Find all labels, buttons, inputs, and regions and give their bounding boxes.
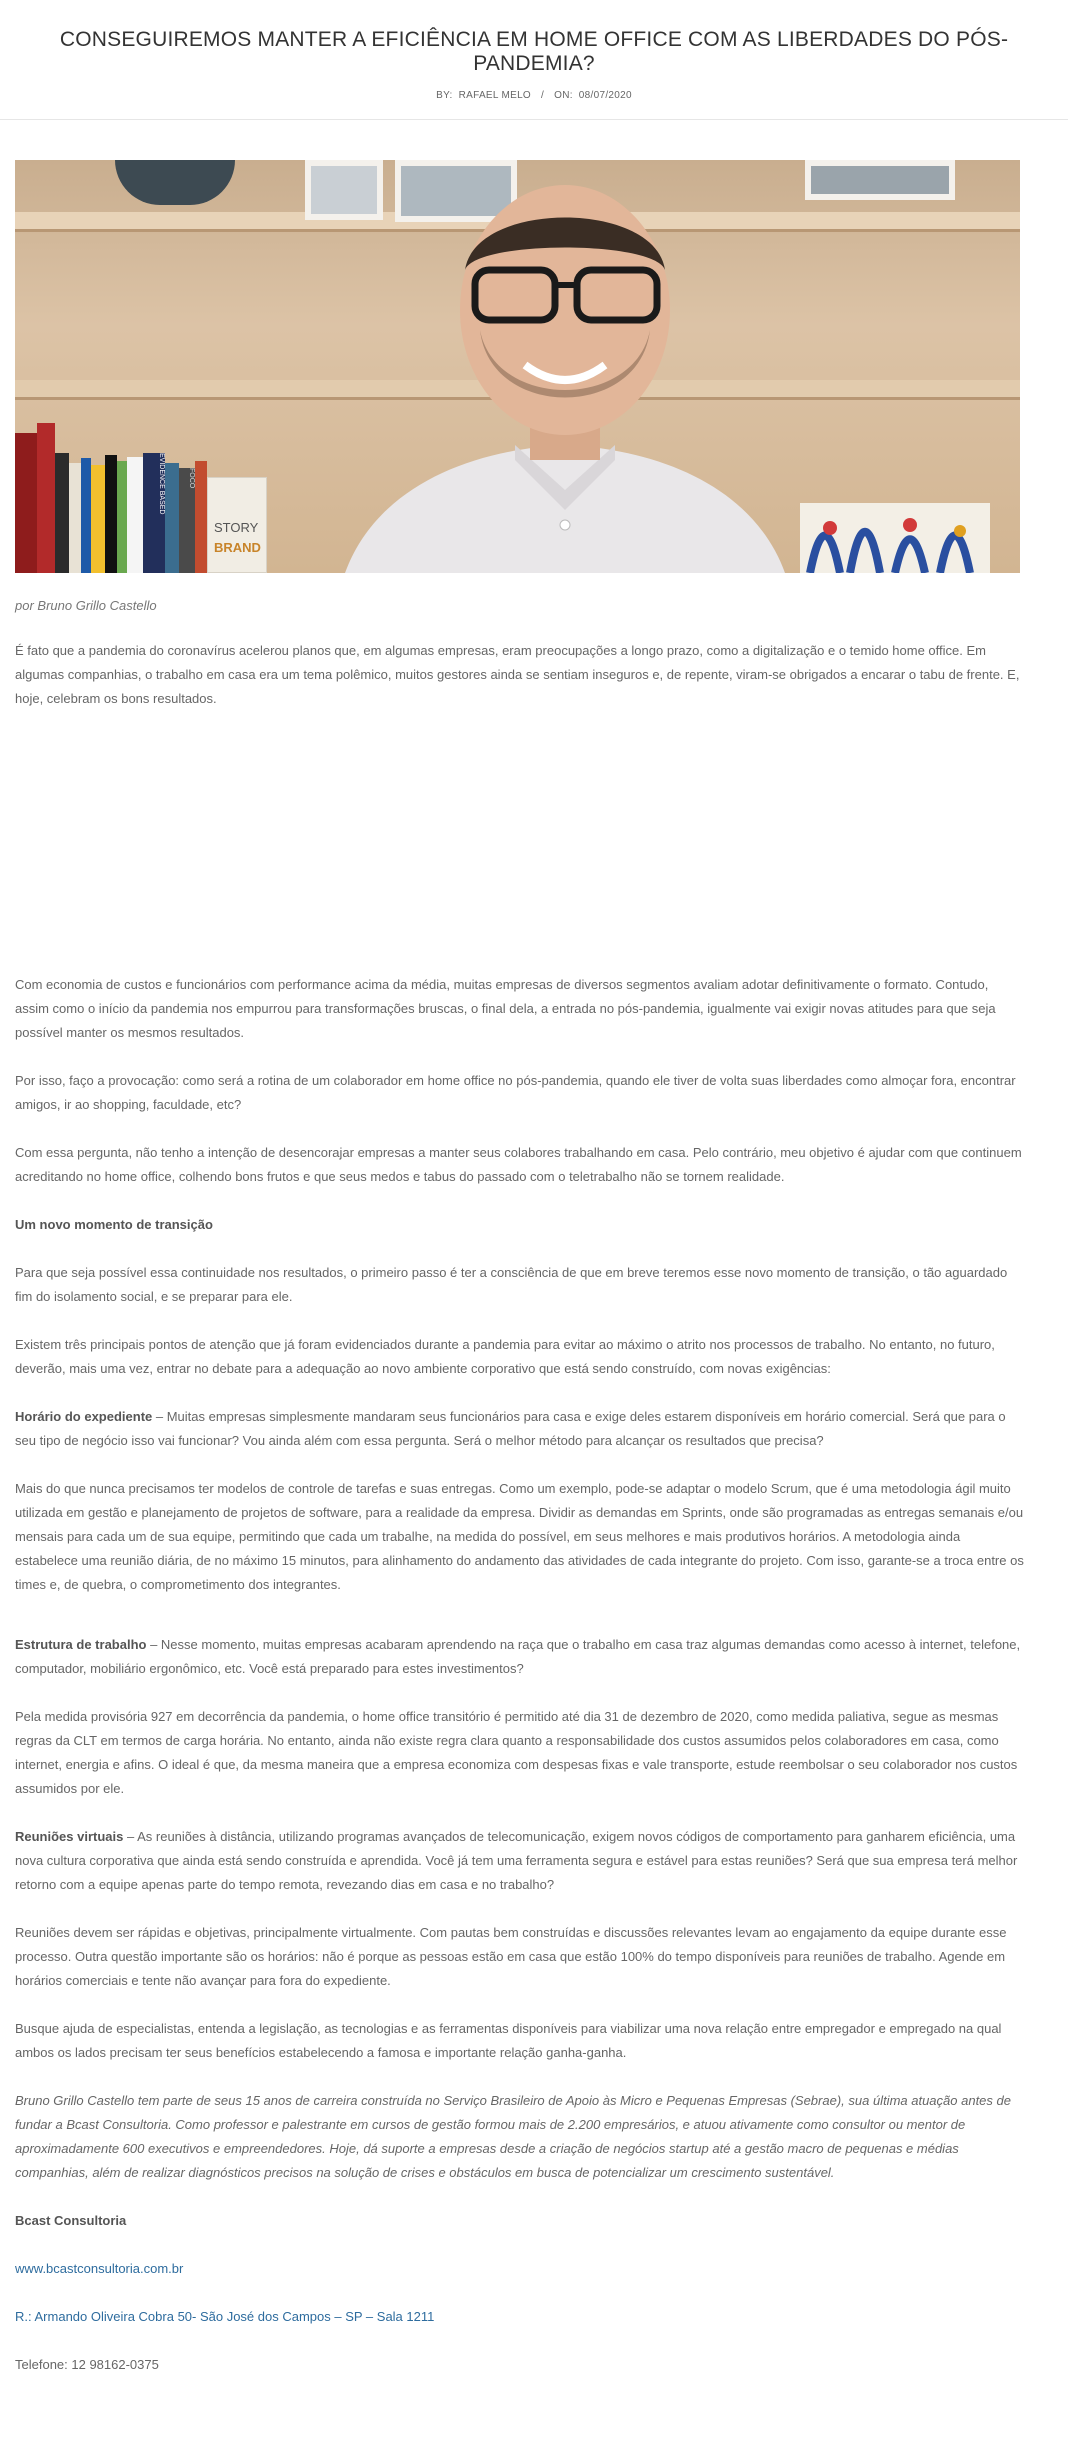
book	[37, 423, 55, 573]
hero-image	[15, 160, 1020, 573]
paragraph	[15, 1633, 1025, 1681]
book	[91, 465, 105, 573]
paragraph	[15, 1405, 1025, 1453]
book	[69, 463, 81, 573]
paragraph-text: – Muitas empresas simplesmente mandaram seus funcionários para casa e exige deles estarem disponíveis em horário comercial. Será que para o seu tipo de negócio isso vai funcionar? Vou ainda além com essa pergunta. Será o melhor método para alcançar os resultados que precisa?	[15, 1409, 1006, 1448]
book	[81, 458, 91, 573]
article-meta	[0, 90, 1068, 101]
publish-date: 08/07/2020	[578, 90, 632, 101]
author-link[interactable]: RAFAEL MELO	[458, 90, 532, 101]
paragraph: Reuniões devem ser rápidas e objetivas, principalmente virtualmente. Com pautas bem construídas e discussões relevantes levam ao engajamento da equipe durante esse processo. Outra questão importante são os horários: não é porque as pessoas estão em casa que estão 100% do tempo disponíveis para reuniões de trabalho. Agende em horários comerciais e tente não avançar para fora do expediente.	[15, 1925, 1007, 1988]
book	[55, 453, 69, 573]
decor-pattern	[800, 503, 990, 573]
book-cover-text: BRAND	[214, 540, 261, 555]
book	[127, 457, 143, 573]
paragraph: Pela medida provisória 927 em decorrência da pandemia, o home office transitório é permitido até dia 31 de dezembro de 2020, como medida paliativa, segue as mesmas regras da CLT em termos de carga horária. No entanto, ainda não existe regra clara quanto a responsabilidade dos custos assumidos pelos colaboradores em casa, como internet, energia e afins. O ideal é que, da mesma maneira que a empresa economiza com despesas fixas e vale transporte, estude reembolsar o seu colaborador nos custos assumidos por ele.	[15, 1709, 1018, 1796]
book-foco: FOCO	[179, 468, 195, 573]
article-header	[0, 0, 1068, 120]
portrait-photo	[315, 160, 815, 573]
phone-number: Telefone: 12 98162-0375	[15, 2357, 159, 2372]
paragraph: Para que seja possível essa continuidade nos resultados, o primeiro passo é ter a consciência de que em breve teremos esse novo momento de transição, o tão aguardado fim do isolamento social, e se preparar para ele.	[15, 1265, 1008, 1304]
paragraph-lead: Reuniões virtuais	[15, 1829, 124, 1844]
paragraph-lead: Horário do expediente	[15, 1409, 153, 1424]
book	[195, 461, 207, 573]
paragraph	[15, 1825, 1025, 1897]
decor-artwork	[800, 503, 990, 573]
book	[165, 463, 179, 573]
book-evidence-based: EVIDENCE BASED	[143, 453, 165, 573]
company-name: Bcast Consultoria	[15, 2213, 127, 2228]
paragraph-lead: Estrutura de trabalho	[15, 1637, 147, 1652]
paragraph: Busque ajuda de especialistas, entenda a legislação, as tecnologias e as ferramentas disponíveis para viabilizar uma nova relação entre empregador e empregado na qual ambos os lados precisam ter seus benefícios estabelecendo a famosa e importante relação ganha-ganha.	[15, 2021, 1002, 2060]
paragraph-text: – As reuniões à distância, utilizando programas avançados de telecomunicação, exigem novos códigos de comportamento para ganharem eficiência, uma nova cultura corporativa que ainda está sendo construída e aprendida. Você já tem uma ferramenta segura e estável para estas reuniões? Será que sua empresa terá melhor retorno com a equipe apenas parte do tempo remota, revezando dias em casa e no trabalho?	[15, 1829, 1018, 1892]
ad-space	[15, 711, 1053, 949]
photo-frame	[805, 160, 955, 200]
article-content	[0, 120, 1068, 2377]
on-label: ON:	[554, 90, 573, 101]
paragraph: Com essa pergunta, não tenho a intenção de desencorajar empresas a manter seus colabores trabalhando em casa. Pelo contrário, meu objetivo é ajudar com que continuem acreditando no home office, colhendo bons frutos e que seus medos e tabus do passado com o teletrabalho não se tornem realidade.	[15, 1145, 1022, 1184]
section-heading: Um novo momento de transição	[15, 1217, 213, 1232]
paragraph: É fato que a pandemia do coronavírus acelerou planos que, em algumas empresas, eram preocupações a longo prazo, como a digitalização e o temido home office. Em algumas companhias, o trabalho em casa era um tema polêmico, muitos gestores ainda se sentiam inseguros e, de repente, viram-se obrigados a encarar o tabu de frente. E, hoje, celebram os bons resultados.	[15, 643, 1020, 706]
by-label: BY:	[436, 90, 453, 101]
paragraph: Com economia de custos e funcionários com performance acima da média, muitas empresas de diversos segmentos avaliam adotar definitivamente o formato. Contudo, assim como o início da pandemia nos empurrou para transformações bruscas, o final dela, a entrada no pós-pandemia, igualmente vai exigir novas atitudes para que seja possível manter os mesmos resultados.	[15, 977, 996, 1040]
paragraph: Existem três principais pontos de atenção que já foram evidenciados durante a pandemia para evitar ao máximo o atrito nos processos de trabalho. No entanto, no futuro, deverão, mais uma vez, entrar no debate para a adequação ao novo ambiente corporativo que está sendo construído, com novas exigências:	[15, 1337, 995, 1376]
book	[117, 461, 127, 573]
book-cover-text: STORY	[214, 520, 259, 535]
book-story-brand	[207, 477, 267, 573]
paragraph: Por isso, faço a provocação: como será a rotina de um colaborador em home office no pós-pandemia, quando ele tiver de volta suas liberdades como almoçar fora, encontrar amigos, ir ao shopping, faculdade, etc?	[15, 1073, 1016, 1112]
book	[105, 455, 117, 573]
paragraph: Mais do que nunca precisamos ter modelos de controle de tarefas e suas entregas. Como um exemplo, pode-se adaptar o modelo Scrum, que é uma metodologia ágil muito utilizada em gestão e planejamento de projetos de software, para a realidade da empresa. Dividir as demandas em Sprints, onde são programadas as entregas semanais e/ou mensais para cada um de sua equipe, permitindo que cada um trabalhe, na medida do possível, em seus melhores e mais produtivos horários. A metodologia ainda estabelece uma reunião diária, de no máximo 15 minutos, para alinhamento do andamento das atividades de cada integrante do projeto. Com isso, garante-se a troca entre os times e, de quebra, o comprometimento dos integrantes.	[15, 1481, 1024, 1592]
globe	[115, 160, 235, 205]
author-bio: Bruno Grillo Castello tem parte de seus 15 anos de carreira construída no Serviço Brasileiro de Apoio às Micro e Pequenas Empresas (Sebrae), sua última atuação antes de fundar a Bcast Consultoria. Como professor e palestrante em cursos de gestão formou mais de 2.200 empresários, e atuou ativamente como consultor ou mentor de aproximadamente 600 executivos e empreendedores. Hoje, dá suporte a empresas desde a criação de negócios startup até a gestão macro de pequenas e médias companhias, além de realizar diagnósticos precisos na solução de crises e obstáculos em busca de potencializar um crescimento sustentável.	[15, 2093, 1011, 2180]
book	[15, 433, 37, 573]
meta-separator: /	[541, 90, 545, 101]
paragraph-text: – Nesse momento, muitas empresas acabaram aprendendo na raça que o trabalho em casa traz algumas demandas como acesso à internet, telefone, computador, mobiliário ergonômico, etc. Você está preparado para estes investimentos?	[15, 1637, 1021, 1676]
address-link[interactable]: R.: Armando Oliveira Cobra 50- São José dos Campos – SP – Sala 1211	[15, 2309, 435, 2324]
article-byline: por Bruno Grillo Castello	[15, 598, 157, 613]
bookshelf	[15, 408, 345, 573]
website-link[interactable]: www.bcastconsultoria.com.br	[15, 2261, 184, 2276]
page-title: CONSEGUIREMOS MANTER A EFICIÊNCIA EM HOME OFFICE COM AS LIBERDADES DO PÓS-PANDEMIA?	[59, 28, 1009, 75]
